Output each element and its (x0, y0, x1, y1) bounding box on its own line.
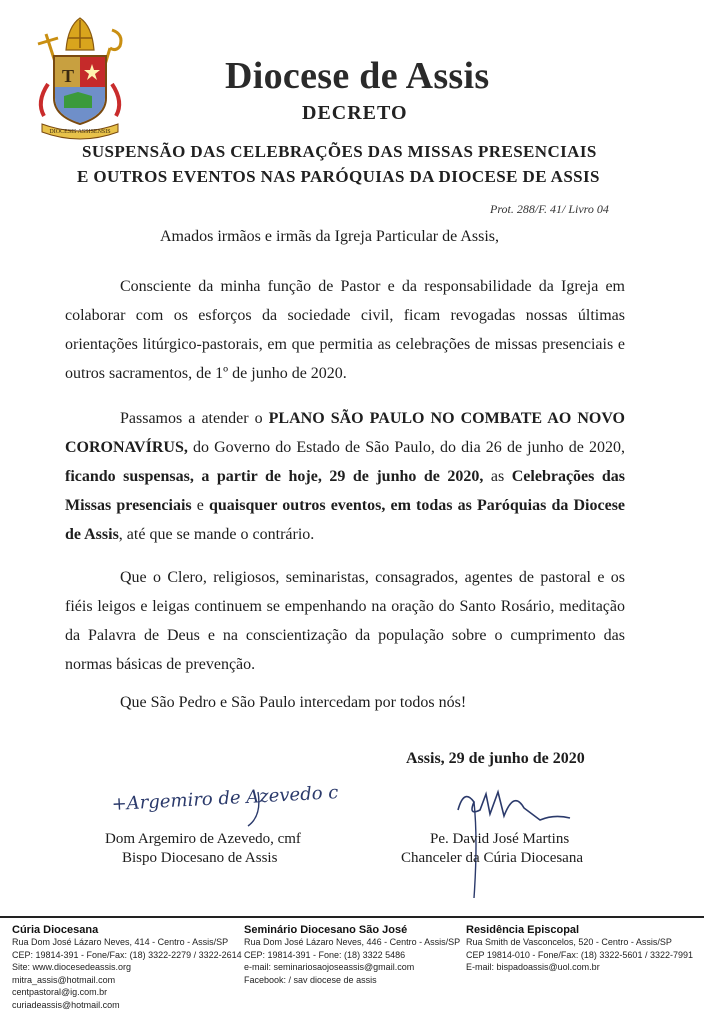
footer-seminario-email[interactable]: e-mail: seminariosaojoseassis@gmail.com (244, 962, 415, 972)
salutation: Amados irmãos e irmãs da Igreja Particular de Assis, (160, 228, 500, 245)
footer-seminario-line: Rua Dom José Lázaro Neves, 446 - Centro - Assis/SP (244, 937, 461, 947)
p2-text-1: Passamos a atender o (120, 410, 269, 427)
place-date: Assis, 29 de junho de 2020 (406, 750, 585, 767)
p2-text-2: do Governo do Estado de São Paulo, do dia 26 de junho de 2020, (187, 439, 625, 456)
footer-curia-email[interactable]: curiadeassis@hotmail.com (12, 999, 120, 1010)
p2-text-5: , até que se mande o contrário. (118, 526, 315, 543)
closing-line: Que São Pedro e São Paulo intercedam por todos nós! (120, 694, 467, 711)
footer-residencia-line: CEP 19814-010 - Fone/Fax: (18) 3322-5601 / 3322-7991 (466, 949, 693, 960)
paragraph-1: Consciente da minha função de Pastor e da responsabilidade da Igreja em colaborar com os esforços da sociedade civil, ficam revogadas nossas últimas orientações litúrgico-pastorais, em que permitia as celebrações de missas presenciais e outros sacramentos, de 1º de junho de 2020. (65, 278, 625, 382)
footer-curia (12, 924, 242, 1011)
footer-curia-site[interactable]: Site: www.diocesedeassis.org (12, 962, 132, 972)
footer-curia-line: CEP: 19814-391 - Fone/Fax: (18) 3322-2279 / 3322-2614 (12, 949, 242, 960)
coat-of-arms (28, 12, 132, 142)
signature-bishop-name: Dom Argemiro de Azevedo, cmf (105, 831, 301, 847)
p2-bold-events: quaisquer outros eventos, em todas as Paróquias da Diocese de Assis (65, 497, 626, 543)
signature-bishop-role: Bispo Diocesano de Assis (122, 850, 278, 866)
page-title: Diocese de Assis (225, 55, 490, 97)
document-type: DECRETO (302, 102, 408, 124)
footer-residencia-email[interactable]: E-mail: bispadoassis@uol.com.br (466, 962, 600, 972)
signature-chancellor-name: Pe. David José Martins (430, 831, 570, 847)
paragraph-2 (65, 404, 625, 549)
footer-seminario (244, 924, 460, 986)
footer-divider (0, 916, 704, 918)
p2-bold-plan: PLANO SÃO PAULO NO COMBATE AO NOVO CORONAVÍRUS, (65, 410, 626, 456)
paragraph-3: Que o Clero, religiosos, seminaristas, consagrados, agentes de pastoral e os fiéis leigos e leigas continuem se empenhando na oração do Santo Rosário, meditação da Palavra de Deus e na conscientização da população sobre o cumprimento das normas básicas de prevenção. (65, 569, 625, 673)
footer-curia-email[interactable]: mitra_assis@hotmail.com (12, 974, 116, 985)
footer-residencia (466, 924, 693, 974)
footer-residencia-title: Residência Episcopal (466, 924, 580, 936)
p2-text-3: as (483, 468, 512, 485)
svg-text:T: T (62, 66, 75, 86)
p2-bold-suspension: ficando suspensas, a partir de hoje, 29 de junho de 2020, (65, 468, 484, 485)
protocol-number: Prot. 288/F. 41/ Livro 04 (490, 202, 609, 216)
footer-seminario-facebook[interactable]: Facebook: / sav diocese de assis (244, 974, 377, 985)
signature-bishop-handwriting: +Argemiro de Azevedo cmf (111, 782, 338, 815)
headline-line-1: SUSPENSÃO DAS CELEBRAÇÕES DAS MISSAS PRESENCIAIS (82, 142, 597, 161)
p2-text-4: e (191, 497, 209, 514)
headline-line-2: E OUTROS EVENTOS NAS PARÓQUIAS DA DIOCESE DE ASSIS (77, 167, 600, 186)
footer-seminario-line: CEP: 19814-391 - Fone: (18) 3322 5486 (244, 949, 406, 960)
footer-curia-title: Cúria Diocesana (12, 924, 99, 936)
p2-bold-celebrations: Celebrações das Missas presenciais (65, 468, 625, 514)
footer-residencia-line: Rua Smith de Vasconcelos, 520 - Centro - Assis/SP (466, 937, 672, 947)
footer-curia-line: Rua Dom José Lázaro Neves, 414 - Centro - Assis/SP (12, 937, 229, 947)
coat-of-arms-motto: DIOCESIS ASSISENSIS (49, 129, 111, 135)
footer-curia-email[interactable]: centpastoral@ig.com.br (12, 987, 108, 997)
signature-chancellor-role: Chanceler da Cúria Diocesana (401, 850, 583, 866)
footer-seminario-title: Seminário Diocesano São José (244, 924, 408, 936)
signature-bishop (108, 782, 338, 830)
